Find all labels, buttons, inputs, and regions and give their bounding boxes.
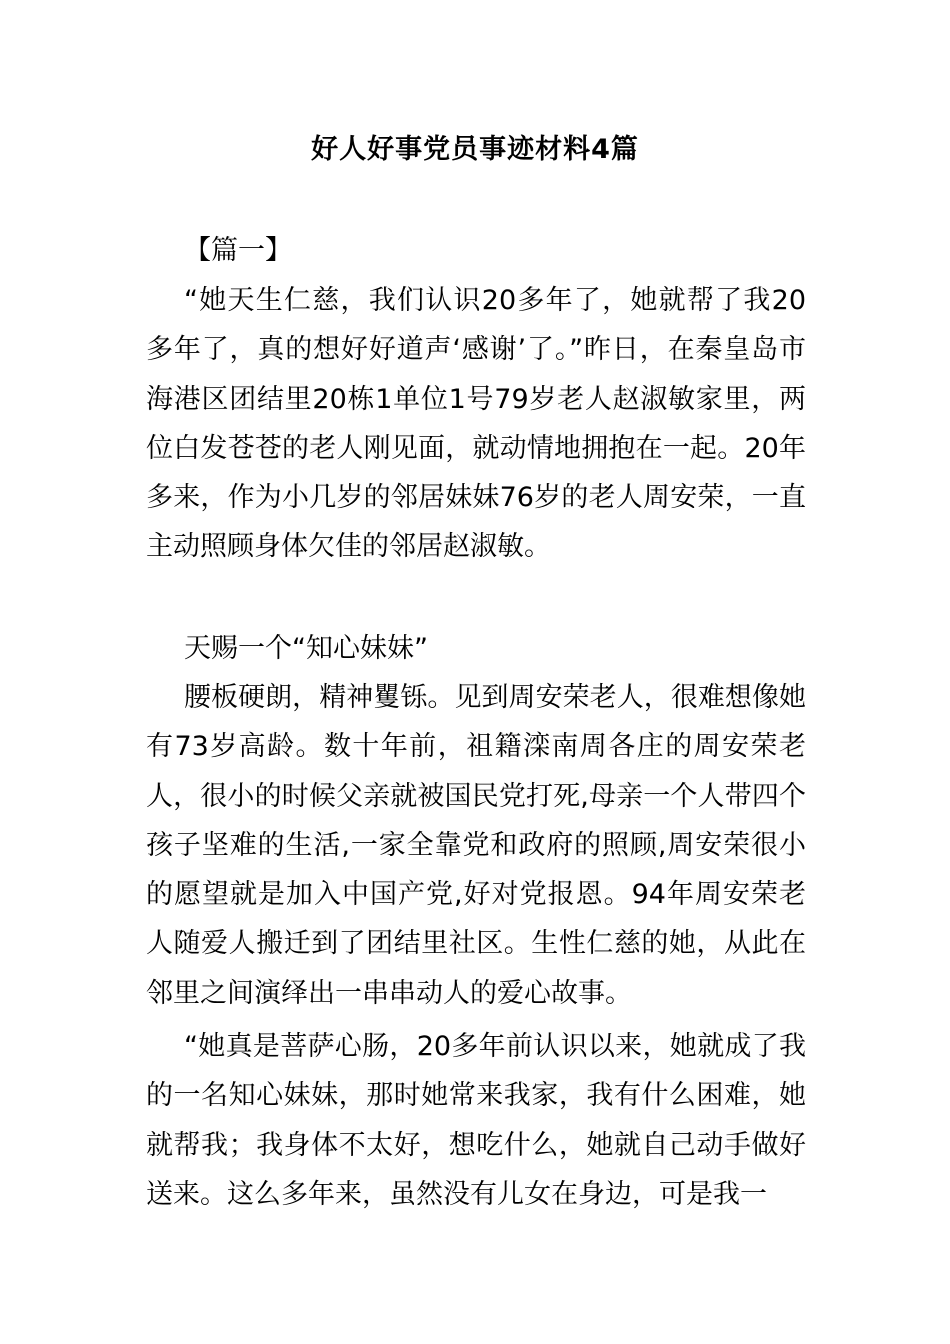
- document-title: 好人好事党员事迹材料4篇: [311, 134, 639, 165]
- subheading: 天赐一个“知心妹妹”: [184, 633, 428, 664]
- paragraph-1: “她天生仁慈，我们认识20多年了，她就帮了我20多年了，真的想好好道声‘感谢’了。”昨日，在秦皇岛市海港区团结里20栋1单位1号79岁老人赵淑敏家里，两位白发苍苍的老人刚见面，就动情地拥抱在一起。20年多来，作为小几岁的邻居妹妹76岁的老人周安荣，一直主动照顾身体欠佳的邻居赵淑敏。: [146, 285, 806, 563]
- paragraph-2: 腰板硬朗，精神矍铄。见到周安荣老人，很难想像她有73岁高龄。数十年前，祖籍滦南周各庄的周安荣老人，很小的时候父亲就被国民党打死,母亲一个人带四个孩子坚难的生活,一家全靠党和政府的照顾,周安荣很小的愿望就是加入中国产党,好对党报恩。94年周安荣老人随爱人搬迁到了团结里社区。生性仁慈的她，从此在邻里之间演绎出一串串动人的爱心故事。: [146, 682, 806, 1009]
- section-label: 【篇一】: [184, 235, 292, 266]
- paragraph-3: “她真是菩萨心肠，20多年前认识以来，她就成了我的一名知心妹妹，那时她常来我家，我有什么困难，她就帮我；我身体不太好，想吃什么，她就自己动手做好送来。这么多年来，虽然没有儿女在身边，可是我一: [146, 1031, 806, 1210]
